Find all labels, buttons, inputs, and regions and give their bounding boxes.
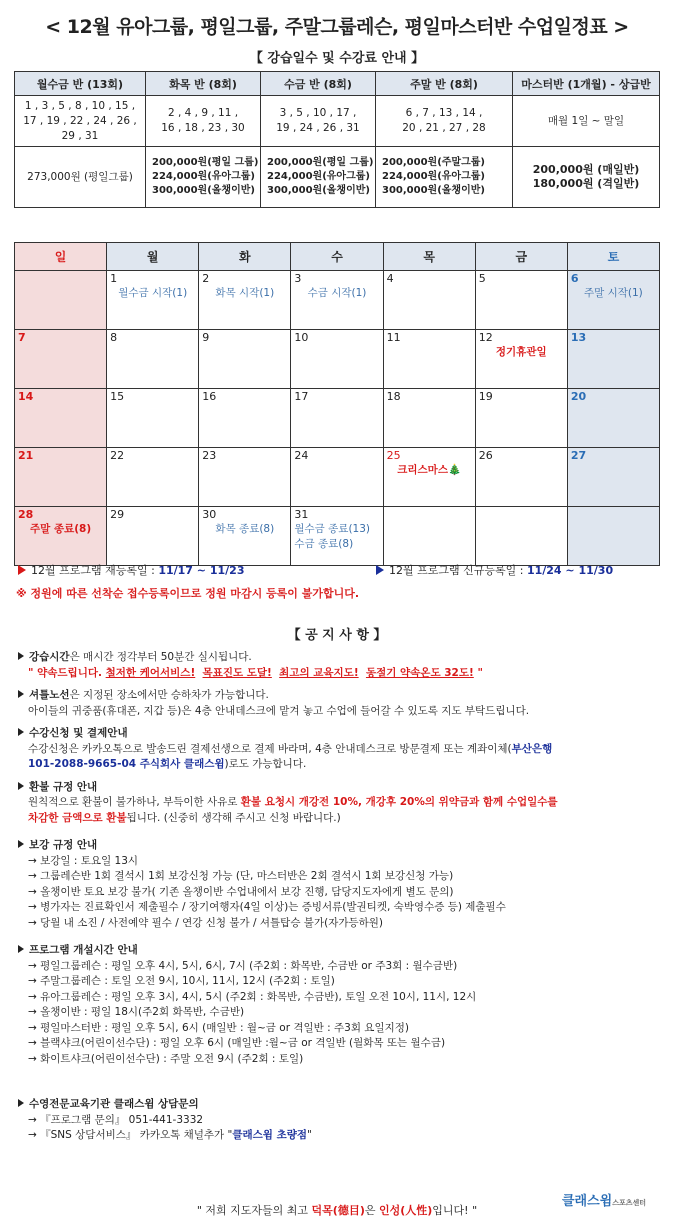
calendar-event: 주말 종료(8) bbox=[30, 523, 92, 535]
calendar-date: 20 bbox=[570, 390, 587, 403]
info-dates-line: 16 , 18 , 23 , 30 bbox=[161, 122, 245, 134]
makeup-item: → 올챙이반 토요 보강 불가( 기존 올챙이반 수업내에서 보강 진행, 담당지도자에게 별도 문의) bbox=[18, 885, 658, 901]
calendar-date: 24 bbox=[294, 449, 309, 462]
info-price-line: 200,000원(평일 그룹) bbox=[152, 157, 259, 168]
calendar-date: 1 bbox=[110, 272, 118, 285]
notice-heading: 수영전문교육기관 클래스윔 상담문의 bbox=[18, 1097, 658, 1113]
contact-sns: → 『SNS 상담서비스』 카카오톡 채널추가 "클래스윔 초량점" bbox=[18, 1128, 658, 1144]
calendar-header-row bbox=[15, 243, 660, 271]
notice-text: 차감한 금액으로 환불됩니다. (신중히 생각해 주시고 신청 바랍니다.) bbox=[28, 811, 341, 824]
promise-line: " 약속드립니다. 철저한 케어서비스! 목표진도 도달! 최고의 교육지도! 동절기 약속온도 32도! " bbox=[28, 666, 483, 679]
calendar-day-cell bbox=[475, 507, 567, 566]
info-price-line: 300,000원(올챙이반) bbox=[267, 185, 370, 196]
calendar-day-cell bbox=[15, 330, 107, 389]
info-dates-line: 매월 1일 ~ 말일 bbox=[547, 114, 625, 127]
capacity-warning: ※ 정원에 따른 선착순 접수등록이므로 정원 마감시 등록이 불가합니다. bbox=[16, 587, 360, 600]
calendar-event: 화목 종료(8) bbox=[215, 523, 275, 535]
info-price-line: 224,000원(유아그룹) bbox=[152, 171, 255, 182]
calendar-day-cell bbox=[383, 271, 475, 330]
calendar-date: 4 bbox=[386, 272, 394, 285]
calendar-day-cell bbox=[383, 389, 475, 448]
notice-payment bbox=[18, 726, 658, 773]
calendar-day-cell bbox=[15, 448, 107, 507]
calendar-day-cell bbox=[475, 271, 567, 330]
calendar-day-header: 목 bbox=[383, 243, 475, 271]
calendar-date: 27 bbox=[570, 449, 587, 462]
logo: 클래스윔스포츠센터 bbox=[562, 1194, 647, 1209]
calendar-day-cell bbox=[199, 389, 291, 448]
calendar-date: 3 bbox=[294, 272, 302, 285]
info-prices-row bbox=[15, 147, 660, 208]
calendar-date: 28 bbox=[18, 508, 34, 521]
makeup-item: → 병가자는 진료확인서 제출필수 / 장기여행자(4일 이상)는 증빙서류(발권티켓, 숙박영수증 등) 제출필수 bbox=[18, 900, 658, 916]
calendar-day-header: 금 bbox=[475, 243, 567, 271]
info-dates-line: 2 , 4 , 9 , 11 , bbox=[167, 107, 239, 119]
info-table bbox=[14, 71, 660, 208]
calendar-day-cell bbox=[107, 271, 199, 330]
calendar-date: 25 bbox=[386, 449, 401, 462]
calendar-day-cell bbox=[475, 448, 567, 507]
info-price-cell bbox=[513, 147, 660, 208]
re-registration-dates: 11/17 ~ 11/23 bbox=[158, 564, 245, 577]
notice-text: 101-2088-9665-04 주식회사 클래스윔)로도 가능합니다. bbox=[28, 758, 307, 770]
calendar-table bbox=[14, 242, 660, 566]
calendar-day-header: 일 bbox=[15, 243, 107, 271]
calendar-event: 화목 시작(1) bbox=[215, 287, 275, 299]
notice-heading: 강습시간 bbox=[18, 651, 70, 663]
calendar-date: 18 bbox=[386, 390, 401, 403]
notice-heading: 프로그램 개설시간 안내 bbox=[18, 943, 658, 959]
info-dates-cell bbox=[513, 96, 660, 147]
calendar-date: 23 bbox=[202, 449, 217, 462]
program-time-item: → 평일마스터반 : 평일 오후 5시, 6시 (매일반 : 월~금 or 격일반 : 주3회 요일지정) bbox=[18, 1021, 658, 1037]
info-header-row bbox=[15, 72, 660, 96]
info-dates-cell bbox=[261, 96, 376, 147]
program-time-item: → 평일그룹레슨 : 평일 오후 4시, 5시, 6시, 7시 (주2회 : 화목반, 수금반 or 주3회 : 월수금반) bbox=[18, 959, 658, 975]
info-dates-cell bbox=[376, 96, 513, 147]
notice-heading: 수강신청 및 결제안내 bbox=[18, 726, 658, 742]
info-price-line: 300,000원(올챙이반) bbox=[382, 185, 485, 196]
triangle-icon bbox=[376, 565, 384, 575]
info-header: 주말 반 (8회) bbox=[376, 72, 513, 96]
triangle-icon bbox=[18, 565, 26, 575]
calendar-date: 16 bbox=[202, 390, 217, 403]
info-dates-cell bbox=[15, 96, 146, 147]
calendar-event: 수금 종료(8) bbox=[294, 538, 354, 550]
info-dates-line: 6 , 7 , 13 , 14 , bbox=[405, 107, 483, 119]
info-dates-line: 17 , 19 , 22 , 24 , 26 , bbox=[23, 114, 137, 127]
info-price-line: 200,000원(평일 그룹) bbox=[267, 157, 374, 168]
calendar-day-cell bbox=[291, 507, 383, 566]
makeup-item: → 보강일 : 토요일 13시 bbox=[18, 854, 658, 870]
calendar-day-cell bbox=[475, 330, 567, 389]
calendar-day-cell bbox=[567, 271, 659, 330]
program-time-item: → 화이트샤크(어린이선수단) : 주말 오전 9시 (주2회 : 토일) bbox=[18, 1052, 658, 1068]
info-header: 화목 반 (8회) bbox=[146, 72, 261, 96]
calendar-date: 14 bbox=[18, 390, 34, 403]
calendar-day-cell bbox=[383, 507, 475, 566]
calendar-day-cell bbox=[199, 330, 291, 389]
calendar-event: 수금 시작(1) bbox=[307, 287, 367, 299]
notice-refund bbox=[18, 780, 658, 827]
calendar-date: 22 bbox=[110, 449, 125, 462]
makeup-item: → 그룹레슨반 1회 결석시 1회 보강신청 가능 (단, 마스터반은 2회 결석시 1회 보강신청 가능) bbox=[18, 869, 658, 885]
contact-phone: → 『프로그램 문의』 051-441-3332 bbox=[18, 1113, 658, 1129]
calendar-date: 10 bbox=[294, 331, 309, 344]
calendar-day-cell bbox=[107, 389, 199, 448]
calendar-day-header: 화 bbox=[199, 243, 291, 271]
re-registration-label: 12월 프로그램 재등록일 : bbox=[31, 564, 159, 577]
info-price-line: 224,000원(유아그룹) bbox=[382, 171, 485, 182]
calendar-day-cell bbox=[291, 330, 383, 389]
info-dates-line: 19 , 24 , 26 , 31 bbox=[276, 122, 360, 134]
notice-contact bbox=[18, 1097, 658, 1144]
info-dates-line: 20 , 21 , 27 , 28 bbox=[402, 122, 486, 134]
calendar-event: 월수금 종료(13) bbox=[294, 523, 370, 535]
calendar-date: 12 bbox=[478, 331, 493, 344]
page-title: < 12월 유아그룹, 평일그룹, 주말그룹레슨, 평일마스터반 수업일정표 > bbox=[45, 16, 629, 38]
program-time-item: → 블랙샤크(어린이선수단) : 평일 오후 6시 (매일반 :월~금 or 격일반 (월화목 또는 월수금) bbox=[18, 1036, 658, 1052]
calendar-week-row bbox=[15, 271, 660, 330]
info-price-line: 300,000원(올챙이반) bbox=[152, 185, 255, 196]
notice-heading: 보강 규정 안내 bbox=[18, 838, 658, 854]
calendar-day-cell bbox=[15, 389, 107, 448]
info-price-line: 180,000원 (격일반) bbox=[532, 177, 640, 190]
calendar-event: 주말 시작(1) bbox=[584, 287, 643, 299]
info-price-cell bbox=[15, 147, 146, 208]
calendar-day-cell bbox=[567, 448, 659, 507]
calendar-day-header: 수 bbox=[291, 243, 383, 271]
calendar-date: 11 bbox=[386, 331, 401, 344]
notice-heading: 환불 규정 안내 bbox=[18, 780, 658, 796]
calendar-day-cell bbox=[291, 389, 383, 448]
notice-text: 수강신청은 카카오톡으로 발송드린 결제선생으로 결제 바라며, 4층 안내데스크로 방문결제 또는 계좌이체(부산은행 bbox=[28, 742, 553, 755]
info-dates-line: 3 , 5 , 10 , 17 , bbox=[279, 107, 357, 119]
calendar-day-header: 월 bbox=[107, 243, 199, 271]
calendar-date: 19 bbox=[478, 390, 493, 403]
calendar-date: 17 bbox=[294, 390, 309, 403]
calendar-day-cell bbox=[567, 389, 659, 448]
calendar-date: 5 bbox=[478, 272, 486, 285]
notice-lesson-time bbox=[18, 650, 658, 681]
calendar-date: 26 bbox=[478, 449, 493, 462]
info-dates-cell bbox=[146, 96, 261, 147]
notice-text: 원칙적으로 환불이 불가하나, 부득이한 사유로 환불 요청시 개강전 10%, 개강후 20%의 위약금과 함께 수업일수를 bbox=[28, 796, 558, 808]
calendar-day-cell bbox=[383, 448, 475, 507]
new-registration-dates: 11/24 ~ 11/30 bbox=[526, 564, 614, 577]
info-price-line: 224,000원(유아그룹) bbox=[267, 171, 370, 182]
calendar-week-row bbox=[15, 330, 660, 389]
calendar-day-cell bbox=[107, 507, 199, 566]
calendar-date: 31 bbox=[294, 508, 309, 521]
info-price-line: 200,000원(주말그룹) bbox=[382, 157, 485, 168]
calendar-date: 2 bbox=[202, 272, 210, 285]
calendar-day-cell bbox=[15, 507, 107, 566]
info-dates-row bbox=[15, 96, 660, 147]
calendar-day-cell bbox=[475, 389, 567, 448]
calendar-event: 월수금 시작(1) bbox=[118, 287, 188, 299]
program-times-list bbox=[18, 959, 658, 1068]
calendar-date: 21 bbox=[18, 449, 34, 462]
calendar-day-cell bbox=[107, 448, 199, 507]
calendar-day-cell bbox=[199, 448, 291, 507]
info-subtitle: 【 강습일수 및 수강료 안내 】 bbox=[249, 51, 425, 66]
info-price-cell bbox=[261, 147, 376, 208]
info-price-line: 200,000원 (매일반) bbox=[532, 163, 640, 176]
calendar-day-cell bbox=[199, 271, 291, 330]
calendar-week-row bbox=[15, 448, 660, 507]
makeup-list bbox=[18, 854, 658, 932]
calendar-day-cell bbox=[291, 448, 383, 507]
info-header: 월수금 반 (13회) bbox=[15, 72, 146, 96]
notice-makeup bbox=[18, 838, 658, 931]
notices bbox=[18, 650, 658, 1151]
calendar-week-row bbox=[15, 389, 660, 448]
notice-text: 아이들의 귀중품(휴대폰, 지갑 등)은 4층 안내데스크에 맡겨 놓고 수업에 들어갈 수 있도록 지도 부탁드립니다. bbox=[28, 704, 530, 717]
calendar-event: 크리스마스🎄 bbox=[397, 464, 462, 476]
calendar-date: 13 bbox=[570, 331, 587, 344]
makeup-item: → 당월 내 소진 / 사전예약 필수 / 연강 신청 불가 / 셔틀탑승 불가(자가등하원) bbox=[18, 916, 658, 932]
new-registration-label: 12월 프로그램 신규등록일 : bbox=[389, 564, 527, 577]
program-time-item: → 주말그룹레슨 : 토일 오전 9시, 10시, 11시, 12시 (주2회 : 토일) bbox=[18, 974, 658, 990]
calendar-date: 9 bbox=[202, 331, 210, 344]
notice-text: 은 매시간 정각부터 50분간 실시됩니다. bbox=[69, 651, 252, 663]
info-price-cell bbox=[146, 147, 261, 208]
calendar-day-header: 토 bbox=[567, 243, 659, 271]
program-time-item: → 유아그룹레슨 : 평일 오후 3시, 4시, 5시 (주2회 : 화목반, 수금반), 토일 오전 10시, 11시, 12시 bbox=[18, 990, 658, 1006]
info-dates-line: 29 , 31 bbox=[61, 129, 99, 142]
notice-program-times bbox=[18, 943, 658, 1067]
notice-heading: 셔틀노선 bbox=[18, 689, 70, 701]
calendar-week-row bbox=[15, 507, 660, 566]
re-registration bbox=[18, 562, 244, 578]
calendar-date: 6 bbox=[570, 272, 579, 285]
calendar-day-cell bbox=[383, 330, 475, 389]
notice-text: 은 지정된 장소에서만 승하차가 가능합니다. bbox=[69, 689, 269, 701]
calendar-date: 8 bbox=[110, 331, 118, 344]
program-time-item: → 올챙이반 : 평일 18시(주2회 화목반, 수금반) bbox=[18, 1005, 658, 1021]
calendar-date: 29 bbox=[110, 508, 125, 521]
calendar-day-cell bbox=[567, 330, 659, 389]
calendar-day-cell bbox=[199, 507, 291, 566]
calendar-day-cell bbox=[15, 271, 107, 330]
info-dates-line: 1 , 3 , 5 , 8 , 10 , 15 , bbox=[24, 99, 136, 112]
calendar-day-cell bbox=[107, 330, 199, 389]
footer-motto: " 저희 지도자들의 최고 덕목(德目)은 인성(人性)입니다! " bbox=[196, 1204, 478, 1217]
calendar-date: 15 bbox=[110, 390, 125, 403]
calendar-event: 정기휴관일 bbox=[495, 346, 547, 358]
calendar-day-cell bbox=[291, 271, 383, 330]
notice-title: 【 공 지 사 항 】 bbox=[287, 628, 387, 643]
notice-shuttle bbox=[18, 688, 658, 719]
calendar-date: 7 bbox=[18, 331, 26, 344]
calendar-date: 30 bbox=[202, 508, 217, 521]
info-price-line: 273,000원 (평일그룹) bbox=[27, 171, 133, 183]
info-header: 수금 반 (8회) bbox=[261, 72, 376, 96]
info-price-cell bbox=[376, 147, 513, 208]
new-registration bbox=[376, 562, 613, 578]
calendar-day-cell bbox=[567, 507, 659, 566]
info-header: 마스터반 (1개월) - 상급반 bbox=[513, 72, 660, 96]
